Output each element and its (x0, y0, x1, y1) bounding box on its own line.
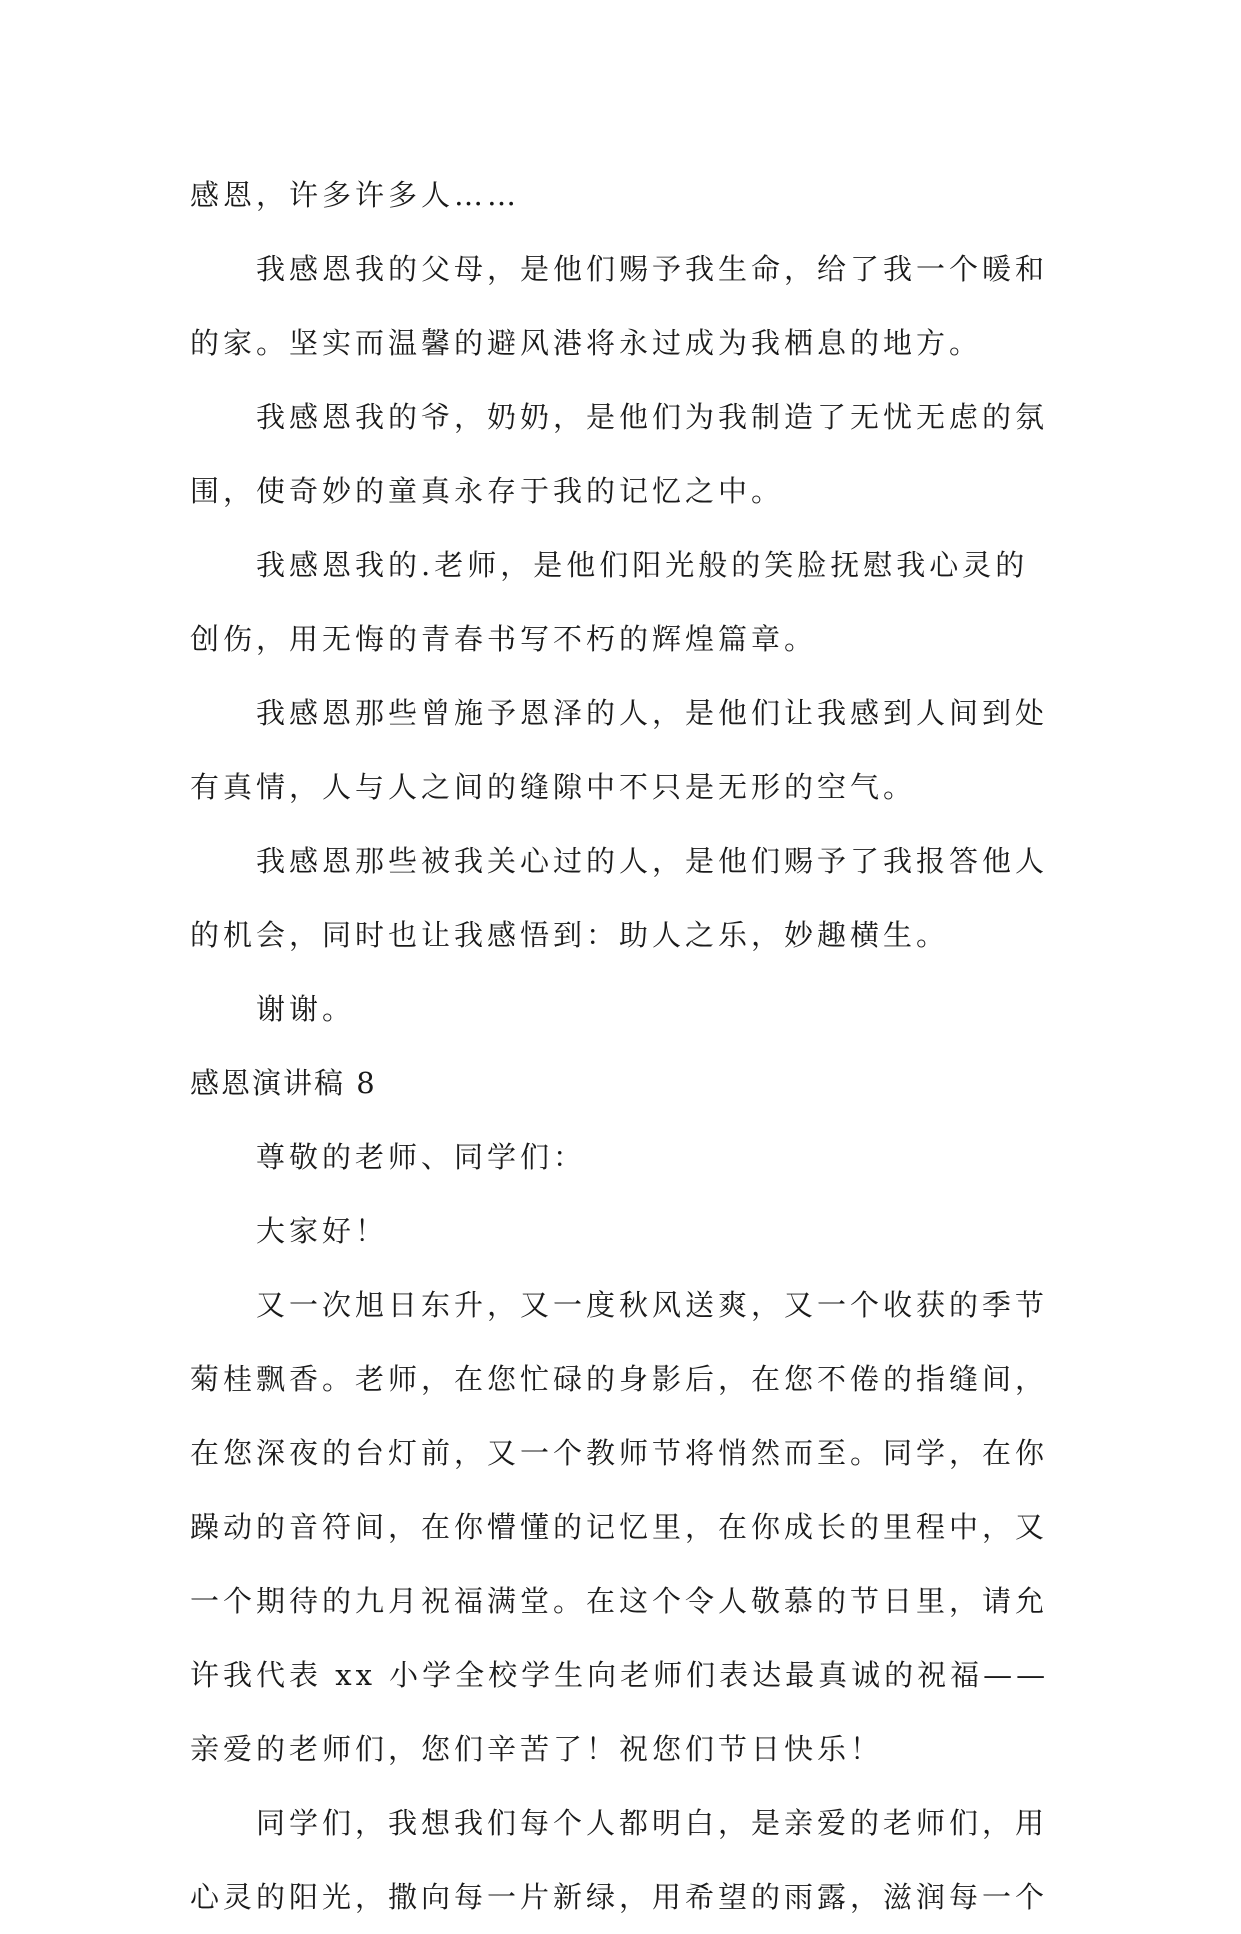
closing-line: 谢谢。 (256, 992, 356, 1026)
paragraph-line: 我感恩那些曾施予恩泽的人，是他们让我感到人间到处 (256, 696, 1049, 730)
document-body (190, 158, 1060, 1934)
paragraph-line: 同学们，我想我们每个人都明白，是亲爱的老师们，用 (256, 1806, 1049, 1840)
paragraph-line: 的机会，同时也让我感悟到：助人之乐，妙趣横生。 (190, 918, 950, 952)
paragraph-line: 菊桂飘香。老师，在您忙碌的身影后，在您不倦的指缝间， (190, 1362, 1049, 1396)
paragraph-line: 心灵的阳光，撒向每一片新绿，用希望的雨露，滋润每一个 (190, 1880, 1049, 1914)
paragraph-line: 有真情，人与人之间的缝隙中不只是无形的空气。 (190, 770, 917, 804)
paragraph-line: 我感恩那些被我关心过的人，是他们赐予了我报答他人 (256, 844, 1049, 878)
paragraph-line: 躁动的音符间，在你懵懂的记忆里，在你成长的里程中，又 (190, 1510, 1049, 1544)
paragraph-line: 感恩，许多许多人…… (190, 178, 521, 212)
paragraph-line: 创伤，用无悔的青春书写不朽的辉煌篇章。 (190, 622, 818, 656)
paragraph-line: 围，使奇妙的童真永存于我的记忆之中。 (190, 474, 785, 508)
paragraph-line: 我感恩我的.老师，是他们阳光般的笑脸抚慰我心灵的 (256, 548, 1029, 582)
paragraph-line: 的家。坚实而温馨的避风港将永过成为我栖息的地方。 (190, 326, 983, 360)
paragraph-line: 一个期待的九月祝福满堂。在这个令人敬慕的节日里，请允 (190, 1584, 1049, 1618)
paragraph-line: 许我代表 xx 小学全校学生向老师们表达最真诚的祝福—— (190, 1658, 1050, 1692)
paragraph-line: 又一次旭日东升，又一度秋风送爽，又一个收获的季节 (256, 1288, 1049, 1322)
paragraph-line: 我感恩我的父母，是他们赐予我生命，给了我一个暖和 (256, 252, 1049, 286)
paragraph-line: 亲爱的老师们，您们辛苦了！祝您们节日快乐！ (190, 1732, 884, 1766)
section-heading: 感恩演讲稿 8 (190, 1066, 377, 1100)
paragraph-line: 我感恩我的爷，奶奶，是他们为我制造了无忧无虑的氛 (256, 400, 1049, 434)
greeting-line: 大家好！ (256, 1214, 389, 1248)
paragraph-line: 在您深夜的台灯前，又一个教师节将悄然而至。同学，在你 (190, 1436, 1049, 1470)
salutation-line: 尊敬的老师、同学们： (256, 1140, 587, 1174)
